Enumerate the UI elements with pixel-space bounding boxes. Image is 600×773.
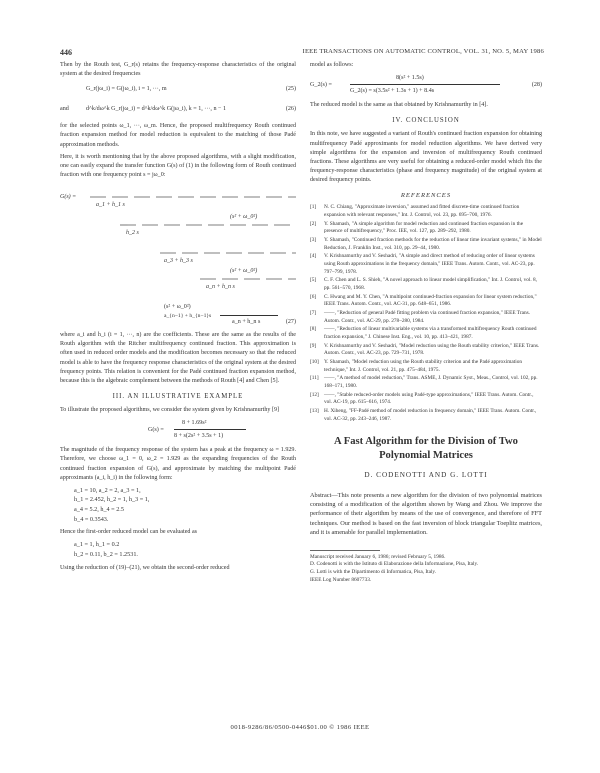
reference-item — [310, 326, 542, 341]
paragraph-example: The magnitude of the frequency response of the system has a peak at the frequency ω = 1.929. Therefore, we choose ω_1 = 0, ω_2 = 1.929 as the expanding frequencies of the Routh continued fraction expansion of G(s), and approximate by matching the multipoint Padé approximants (a_i, h_i) in the following form: — [60, 447, 296, 481]
reference-item — [310, 204, 542, 219]
footnote-line-4: IEEE Log Number 8607733. — [310, 576, 372, 583]
eq27-denominator: a_n + h_n s — [232, 319, 261, 326]
reference-list — [310, 204, 542, 423]
equation-26 — [60, 102, 296, 120]
reference-number: [10] — [310, 358, 319, 365]
reference-number: [5] — [310, 277, 317, 284]
eq27-mid: a_{n−1} + h_{n−1}s — [164, 313, 212, 320]
reference-item — [310, 359, 542, 374]
equation-lead: and — [60, 106, 69, 113]
reference-number: [1] — [310, 204, 317, 211]
article-abstract: Abstract—This note presents a new algorithm for the division of two polynomial matrices consisting of a modification of the algorithm shown by Wang and Zhou. We improve the performance of their algorithm by means of the use of convergence, and therefore of FFT techniques. Our method is based on the fast inversion of block triangular Toeplitz matrices, and it is amenable for parallel implementation. — [310, 491, 542, 537]
reference-text: ——, "A method of model reduction," Trans. ASME, J. Dynamic Syst., Meas., Control, vol. 102, pp. 168–171, 1980. — [324, 375, 538, 389]
paragraph-modification: Here, it is worth mentioning that by the above proposed algorithms, with a slight modification, one can easily expand the transfer function G(s) of (1) in the following form of Routh continued fraction with one frequency point s = jω_0: — [60, 153, 296, 178]
paragraph-last: Using the reduction of (19)–(21), we obtain the second-order reduced — [60, 564, 230, 571]
example-eq-denominator: 8 + s(2s² + 3.5s + 1) — [174, 433, 224, 440]
figure-label-mid: (s² + ω_0²) — [230, 214, 258, 221]
continued-fraction-figure — [60, 183, 296, 301]
article-authors: D. CODENOTTI AND G. LOTTI — [364, 470, 488, 479]
paragraph-padé: for the selected points ω_1, ···, ω_m. Hence, the proposed multifrequency Routh continued fraction expansion method for model reduction is equivalent to the matching of those Padé approximation methods. — [60, 123, 296, 148]
reference-item — [310, 294, 542, 309]
reduced-line-1: a_1 = 1, h_1 = 0.2 — [74, 541, 120, 549]
equation-number: (28) — [531, 82, 542, 89]
paragraph-example-intro: To illustrate the proposed algorithms, we consider the system given by Krishnamurthy [9] — [60, 407, 280, 414]
footnote-line-1: Manuscript received January 6, 1986; revised February 5, 1986. — [310, 553, 446, 560]
reference-number: [13] — [310, 408, 319, 414]
reference-text: C. F. Chen and L. S. Shieh, "A novel approach to linear model simplification," Int. J. Control, vol. 8, pp. 561–570, 1968. — [324, 277, 537, 291]
copyright-footer: 0018-9286/86/0500-0446$01.00 © 1986 IEEE — [230, 724, 370, 731]
reference-item — [310, 253, 542, 276]
figure-label-end: (s² + ω_0²) — [230, 268, 258, 275]
reference-text: ——, "Reduction of linear multivariable systems via a transformed multifrequency Routh continued fraction expansion," J. Chinese Inst. Eng., vol. 10, pp. 413–421, 1987. — [324, 326, 537, 340]
reference-text: N. C. Chiang, "Approximate inversion," assumed and fitted discrete-time continued fraction expansion with relevant responses," Int. J. Control, vol. 23, pp. 695–700, 1976. — [324, 204, 520, 218]
reference-number: [6] — [310, 293, 317, 300]
example-equation — [60, 418, 296, 444]
example-eq-fraction-bar — [174, 429, 246, 430]
coefficient-line-2: h_1 = 2.452, h_2 = 1, h_3 = 1, — [74, 496, 150, 504]
reduced-coefficients — [74, 540, 296, 559]
eq28-fraction-bar — [350, 84, 500, 85]
equation-body: G_r(jω_i) = G(jω_i), i = 1, ···, m — [86, 86, 167, 93]
reference-text: H. Xiheng, "FF-Padé method of model reduction in frequency domain," IEEE Trans. Autom. Contr., vol. AC-32, pp. 243–246, 1987. — [324, 408, 537, 422]
figure-label-a2: h_2 s — [126, 230, 139, 237]
reference-item — [310, 408, 542, 423]
reference-number: [9] — [310, 342, 317, 349]
coefficient-line-1: a_1 = 10, a_2 = 2, a_3 = 1, — [74, 486, 141, 494]
equation-number: (27) — [285, 319, 296, 326]
intro-paragraph: Then by the Routh test, G_r(s) retains the frequency-response characteristics of the original system at the desired frequencies — [60, 62, 296, 78]
reference-text: C. Hwang and M. Y. Chen, "A multipoint continued-fraction expansion for linear system reduction," IEEE Trans. Autom. Contr., vol. AC-31, pp. 648–651, 1986. — [324, 293, 537, 308]
equation-body: d^k/dω^k G_r(jω_i) = d^k/dω^k G(jω_i), k = 1, ···, n − 1 — [86, 106, 227, 113]
footnote-block — [310, 554, 542, 585]
equation-25 — [60, 82, 296, 100]
reference-item — [310, 392, 542, 407]
example-eq-lhs: G(s) = — [148, 427, 164, 434]
example-eq-numerator: 8 + 1.69s² — [182, 420, 207, 427]
article-title — [310, 435, 542, 461]
reference-number: [4] — [310, 253, 317, 260]
section-title-example: III. AN ILLUSTRATIVE EXAMPLE — [112, 392, 244, 400]
page-number: 446 — [60, 48, 72, 57]
running-header: IEEE TRANSACTIONS ON AUTOMATIC CONTROL, VOL. 31, NO. 5, MAY 1986 — [302, 48, 544, 55]
equation-number: (26) — [285, 106, 296, 113]
reference-number: [11] — [310, 375, 319, 382]
right-intro: model as follows: — [310, 62, 354, 68]
figure-label-a3: a_3 + h_3 s — [164, 258, 193, 265]
footnote-rule — [310, 550, 380, 551]
left-column — [60, 61, 296, 576]
reference-number: [8] — [310, 326, 317, 333]
reference-text: V. Krishnamurthy and V. Seshadri, "Model reduction using the Routh stability criterion," IEEE Trans. Autom. Contr., vol. AC-23, pp. 729–731, 1978. — [324, 342, 540, 357]
figure-label-left: G(s) = — [60, 194, 77, 201]
coefficient-line-4: b_4 = 0.3543. — [74, 515, 109, 523]
reference-text: Y. Shamash, "Continued fraction methods for the reduction of linear time invariant systems," in Model Reduction, J. Franklin Inst., vol. 310, pp. 29–44, 1980. — [324, 236, 542, 251]
reference-number: [12] — [310, 391, 319, 398]
coefficient-list — [74, 486, 296, 524]
eq27-left: (s² + ω_0²) — [164, 304, 191, 311]
paragraph-conclusion: In this note, we have suggested a variant of Routh's continued fraction expansion for obtaining multifrequency Padé approximants for model reduction algorithms. We have derived very simple algorithms for the expansion and inversion of multifrequency Routh continued fractions. These algorithms are very useful for obtaining a reduced-order model which fits the frequency-response characteristics (phase and frequency magnitude) of the original system at desired frequency points. — [310, 131, 542, 184]
right-column — [310, 61, 542, 584]
reference-text: ——, "Stable reduced-order models using Padé-type approximations," IEEE Trans. Autom. Contr., vol. AC-19, pp. 615–616, 1974. — [324, 391, 534, 406]
article-title-line-2: Polynomial Matrices — [379, 449, 473, 461]
reference-text: V. Krishnamurthy and V. Seshadri, "A simple and direct method of reducing order of linear systems using Routh approximations in the frequency domain," IEEE Trans. Autom. Contr., vol. AC-23, pp. 797–799, 1978. — [324, 253, 535, 275]
equation-28 — [310, 73, 542, 99]
references-title: REFERENCES — [400, 192, 452, 200]
section-title-conclusion: IV. CONCLUSION — [392, 117, 460, 125]
reference-item — [310, 343, 542, 358]
footnote-line-2: D. Codenotti is with the Istituto di Elaborazione della Informazione, Pisa, Italy. — [310, 561, 479, 568]
coefficient-line-3: a_4 = 5.2, h_4 = 2.5 — [74, 506, 124, 514]
reference-number: [2] — [310, 220, 317, 227]
reference-text: Y. Shamash, "Model reduction using the Routh stability criterion and the Padé approximation technique," Int. J. Control, vol. 21, pp. 475–484, 1975. — [324, 358, 523, 373]
eq28-lhs: G_2(s) = — [310, 82, 332, 89]
reference-item — [310, 277, 542, 292]
reference-item — [310, 237, 542, 252]
reference-text: ——, "Reduction of general Padé fitting problem via continued fraction expansion," IEEE Trans. Autom. Contr., vol. AC-29, pp. 278–280, 1984. — [324, 309, 531, 324]
reference-item — [310, 221, 542, 236]
reference-item — [310, 310, 542, 325]
reference-number: [3] — [310, 236, 317, 243]
reference-item — [310, 375, 542, 390]
equation-27 — [60, 303, 296, 329]
eq27-fraction-bar — [220, 315, 278, 316]
paragraph-coefficients: where a_i and h_i (i = 1, ···, n) are the coefficients. These are the same as the results of the Routh algorithm with the Ritcher multifrequency continued fraction. This approximation is often used in reduced order models and the modification becomes necessary so that the reduced model is able to have the frequency response characteristics of the original system at the desired frequency points. This relation is convenient for the Padé continued fraction expansion method, because this is the algebraic complement between the methods of Routh [4] and Chen [5]. — [60, 332, 296, 384]
figure-label-last: a_n + h_n s — [206, 284, 235, 291]
eq28-denominator: G_2(s) = s(3.5s² + 1.3s + 1) + 8.4s — [350, 88, 435, 95]
footnote-line-3: G. Lotti is with the Dipartimento di Informatica, Pisa, Italy. — [310, 569, 437, 576]
figure-label-a1: a_1 + h_1 s — [96, 202, 125, 209]
article-title-line-1: A Fast Algorithm for the Division of Two — [334, 436, 518, 448]
reduced-line-2: h_2 = 0.11, b_2 = 1.2531. — [74, 551, 138, 559]
paragraph-result: The reduced model is the same as that obtained by Krishnamurthy in [4]. — [310, 102, 488, 109]
reference-number: [7] — [310, 309, 317, 316]
reference-text: Y. Shamash, "A simple algorithm for model reduction and continued fraction expansion in the presence of multifrequency," Proc. IEE, vol. 127, pp. 289–292, 1980. — [324, 220, 524, 235]
equation-number: (25) — [285, 86, 296, 93]
eq28-numerator: 8(s² + 1.5s) — [396, 75, 424, 82]
paragraph-reduce: Hence the first-order reduced model can be evaluated as — [60, 529, 198, 536]
